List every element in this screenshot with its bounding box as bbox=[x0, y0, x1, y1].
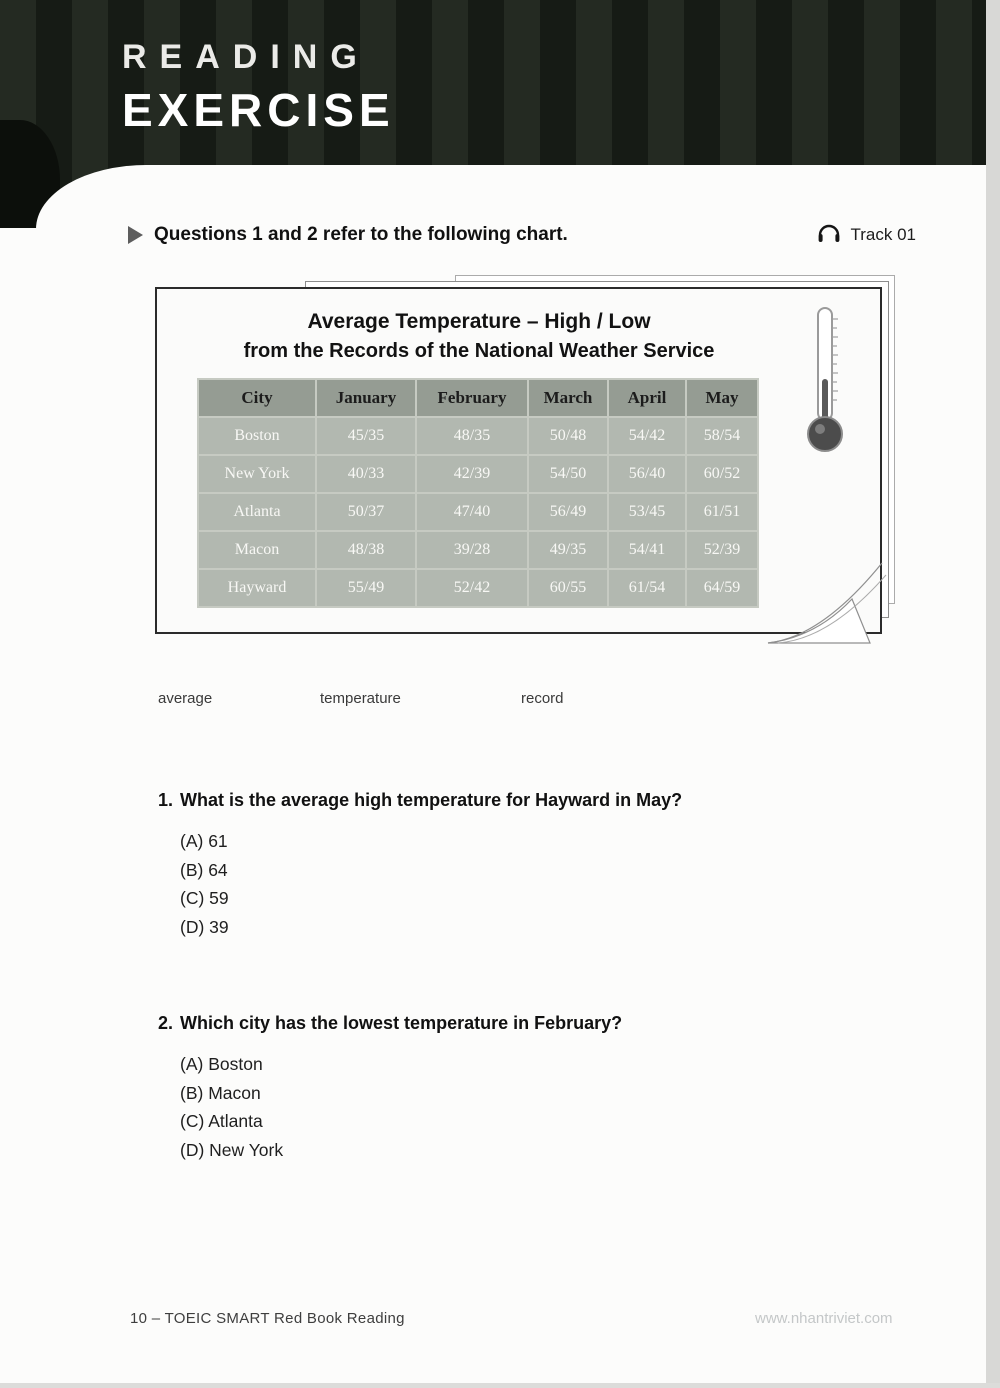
answer-option-c: (C) 59 bbox=[180, 888, 229, 908]
answer-option-b: (B) Macon bbox=[180, 1082, 261, 1103]
instruction-row bbox=[128, 220, 916, 249]
section-label-exercise: EXERCISE bbox=[122, 84, 395, 136]
question-number: 2. bbox=[158, 1013, 174, 1033]
table-cell-city: Hayward bbox=[198, 569, 316, 607]
table-cell: 47/40 bbox=[416, 493, 528, 531]
instruction-text: Questions 1 and 2 refer to the following chart. bbox=[154, 223, 568, 245]
answer-option-d: (D) 39 bbox=[180, 916, 229, 937]
chart-title bbox=[179, 307, 779, 366]
table-cell: 39/28 bbox=[416, 531, 528, 569]
table-cell: 58/54 bbox=[686, 417, 758, 455]
question-2 bbox=[158, 1013, 878, 1164]
chart-title-line1: Average Temperature – High / Low bbox=[307, 310, 651, 333]
table-cell: 50/37 bbox=[316, 493, 416, 531]
chart-title-line2: from the Records of the National Weather Service bbox=[243, 340, 715, 363]
table-header-row bbox=[198, 379, 758, 417]
table-header-cell: May bbox=[686, 379, 758, 417]
table-row bbox=[198, 531, 758, 569]
question-text: What is the average high temperature for Hayward in May? bbox=[180, 790, 683, 810]
question-2-options bbox=[180, 1050, 878, 1164]
section-label-reading: READING bbox=[122, 38, 370, 76]
question-number: 1. bbox=[158, 790, 174, 810]
table-row bbox=[198, 417, 758, 455]
table-cell: 61/54 bbox=[608, 569, 686, 607]
table-cell: 54/50 bbox=[528, 455, 608, 493]
table-header-cell: April bbox=[608, 379, 686, 417]
answer-option-a: (A) Boston bbox=[180, 1054, 263, 1074]
table-cell: 54/41 bbox=[608, 531, 686, 569]
footer-page-info: 10 – TOEIC SMART Red Book Reading bbox=[130, 1310, 405, 1327]
temperature-table bbox=[197, 378, 759, 608]
table-cell: 60/52 bbox=[686, 455, 758, 493]
footer-url: www.nhantriviet.com bbox=[755, 1310, 893, 1327]
vocab-word: average bbox=[158, 690, 213, 707]
table-header-cell: March bbox=[528, 379, 608, 417]
question-1 bbox=[158, 790, 878, 941]
table-header-cell: January bbox=[316, 379, 416, 417]
vocab-word: record bbox=[521, 690, 564, 707]
table-header-cell: City bbox=[198, 379, 316, 417]
table-cell: 61/51 bbox=[686, 493, 758, 531]
question-2-text bbox=[158, 1013, 878, 1034]
headphones-icon bbox=[816, 220, 842, 249]
table-cell: 56/40 bbox=[608, 455, 686, 493]
table-cell-city: Atlanta bbox=[198, 493, 316, 531]
page-curl-decoration bbox=[764, 545, 894, 654]
question-1-text bbox=[158, 790, 878, 811]
track-label: Track 01 bbox=[850, 224, 916, 244]
answer-option-d: (D) New York bbox=[180, 1139, 284, 1160]
table-row bbox=[198, 569, 758, 607]
table-header-cell: February bbox=[416, 379, 528, 417]
table-cell: 40/33 bbox=[316, 455, 416, 493]
chart-figure bbox=[155, 287, 882, 634]
table-row bbox=[198, 455, 758, 493]
table-cell: 53/45 bbox=[608, 493, 686, 531]
question-1-options bbox=[180, 827, 878, 941]
question-text: Which city has the lowest temperature in February? bbox=[180, 1013, 623, 1033]
table-cell: 64/59 bbox=[686, 569, 758, 607]
chart-card bbox=[155, 287, 882, 634]
table-cell: 42/39 bbox=[416, 455, 528, 493]
page-footer bbox=[0, 1310, 1000, 1332]
answer-option-a: (A) 61 bbox=[180, 831, 228, 851]
scan-edge bbox=[0, 1383, 1000, 1388]
table-cell: 52/42 bbox=[416, 569, 528, 607]
table-cell: 45/35 bbox=[316, 417, 416, 455]
table-cell: 60/55 bbox=[528, 569, 608, 607]
vocabulary-row bbox=[0, 690, 1000, 714]
table-cell: 50/48 bbox=[528, 417, 608, 455]
table-cell: 55/49 bbox=[316, 569, 416, 607]
vocab-word: temperature bbox=[320, 690, 401, 707]
answer-option-b: (B) 64 bbox=[180, 859, 228, 880]
play-arrow-icon bbox=[128, 226, 143, 244]
table-row bbox=[198, 493, 758, 531]
thermometer-icon bbox=[804, 305, 850, 462]
page-title bbox=[122, 38, 395, 137]
table-cell: 49/35 bbox=[528, 531, 608, 569]
answer-option-c: (C) Atlanta bbox=[180, 1111, 263, 1131]
header-banner bbox=[0, 0, 986, 228]
table-cell: 48/35 bbox=[416, 417, 528, 455]
table-cell-city: New York bbox=[198, 455, 316, 493]
table-cell-city: Macon bbox=[198, 531, 316, 569]
table-cell: 52/39 bbox=[686, 531, 758, 569]
table-cell: 54/42 bbox=[608, 417, 686, 455]
table-cell: 56/49 bbox=[528, 493, 608, 531]
table-cell: 48/38 bbox=[316, 531, 416, 569]
table-cell-city: Boston bbox=[198, 417, 316, 455]
scan-edge bbox=[986, 0, 1000, 1388]
